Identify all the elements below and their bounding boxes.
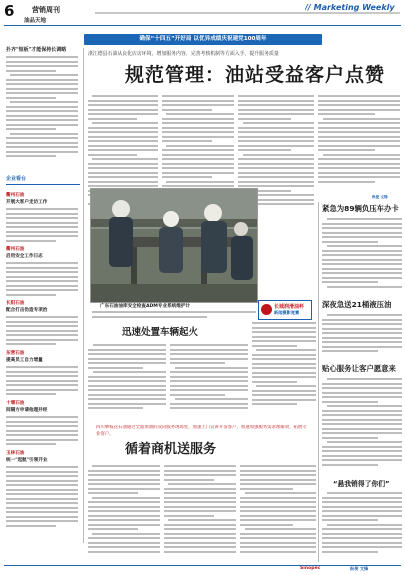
brief-title: 东营石油 [6, 351, 25, 356]
brief-item [6, 450, 80, 546]
right-body-2 [322, 314, 402, 362]
fire-story-col-2 [170, 344, 248, 420]
right-body-1 [322, 218, 402, 298]
footer-editor: 纵使 文锋 [350, 566, 369, 571]
brief-subtitle: 提高员工自力增量 [6, 358, 43, 363]
fire-story-col-3 [252, 322, 316, 420]
pullquote-text: 四川攀枝花石油通过全面加油的双向服务现场处，加速上门宣讲开发客户，加速加强服务需求理解效，拓展专业客户。 [96, 425, 307, 437]
brief-item [6, 300, 80, 356]
business-col-2 [164, 465, 236, 565]
main-kicker: 浙江德县石油从良化店访环境，增加服务内容，完善考核机制等方面入手，提升服务质量 [88, 51, 279, 57]
brief-subtitle: 配合打击伪造专项治 [6, 308, 48, 313]
photo-caption-body [92, 311, 256, 323]
brief-header-rule [6, 184, 80, 185]
main-title: 规范管理：油站受益客户点赞 [125, 64, 386, 86]
pullquote [96, 425, 308, 439]
right-headline-3: 贴心服务让客户愿意来 [322, 364, 396, 373]
brief-item [6, 246, 80, 302]
fire-story-col-1 [88, 344, 166, 420]
main-body-col-4 [318, 95, 400, 195]
lead-body [6, 56, 78, 168]
right-tag: 纵使 文锋 [372, 195, 388, 199]
story-title-fire: 迅速处置车辆起火 [122, 327, 199, 338]
brief-item [6, 400, 80, 456]
brief-subtitle: 启用安全工作日志 [6, 254, 43, 259]
brief-subtitle: 开展大客户走访工作 [6, 200, 48, 205]
section-name: 油品天地 [24, 18, 47, 24]
right-body-3 [322, 378, 402, 478]
column-name: 营销周刊 [32, 6, 60, 14]
left-column-divider [83, 48, 84, 543]
business-col-1 [88, 465, 160, 565]
lead-title: 扑齐"短板"才能保持长调略 [6, 47, 67, 53]
news-photo [90, 188, 258, 303]
right-column-divider [318, 202, 319, 562]
brief-title: 长阳石油 [6, 301, 25, 306]
photo-caption: 广东石油油库安全检查ADM专业系统维护计 [100, 304, 191, 309]
brief-title: 衢州石油 [6, 193, 25, 198]
stamp-icon [261, 304, 272, 315]
brief-title: 玉林石油 [6, 451, 25, 456]
brief-title: 十堰石油 [6, 401, 25, 406]
footer-brand: Sinopec [300, 566, 321, 571]
brief-subtitle: 统一"起航"引领开业 [6, 458, 48, 463]
masthead [0, 0, 405, 30]
right-body-4 [322, 492, 402, 564]
right-headline-2: 深夜急送21桶液压油 [322, 300, 392, 309]
right-headline-1: 紧急为89辆负压车办卡 [322, 204, 399, 213]
workers-photo-illustration [91, 189, 257, 302]
contest-stamp [258, 300, 312, 320]
header-rule [4, 25, 401, 26]
stamp-subtitle: 新闻摄影竞赛 [274, 310, 300, 315]
right-headline-4: “悬我销得了你们” [333, 480, 390, 488]
header-meta-line [95, 12, 400, 14]
brief-title: 衢州石油 [6, 247, 25, 252]
brief-subtitle: 间隔方申请他理并经 [6, 408, 48, 413]
brief-item [6, 192, 80, 248]
banner [84, 34, 322, 45]
stamp-title: 长城润滑油杯 [274, 304, 305, 310]
story-title-business: 循着商机送服务 [125, 442, 217, 457]
footer-rule [4, 565, 401, 566]
page-number: 6 [4, 3, 15, 19]
brief-item [6, 350, 80, 406]
brief-header: 企业看台 [6, 176, 27, 182]
weekly-label: // Marketing Weekly [305, 3, 395, 12]
banner-text: 确保“十四五”开好局 以优异成绩庆祝建党100周年 [139, 36, 267, 42]
left-column [4, 32, 82, 542]
business-col-3 [240, 465, 316, 565]
